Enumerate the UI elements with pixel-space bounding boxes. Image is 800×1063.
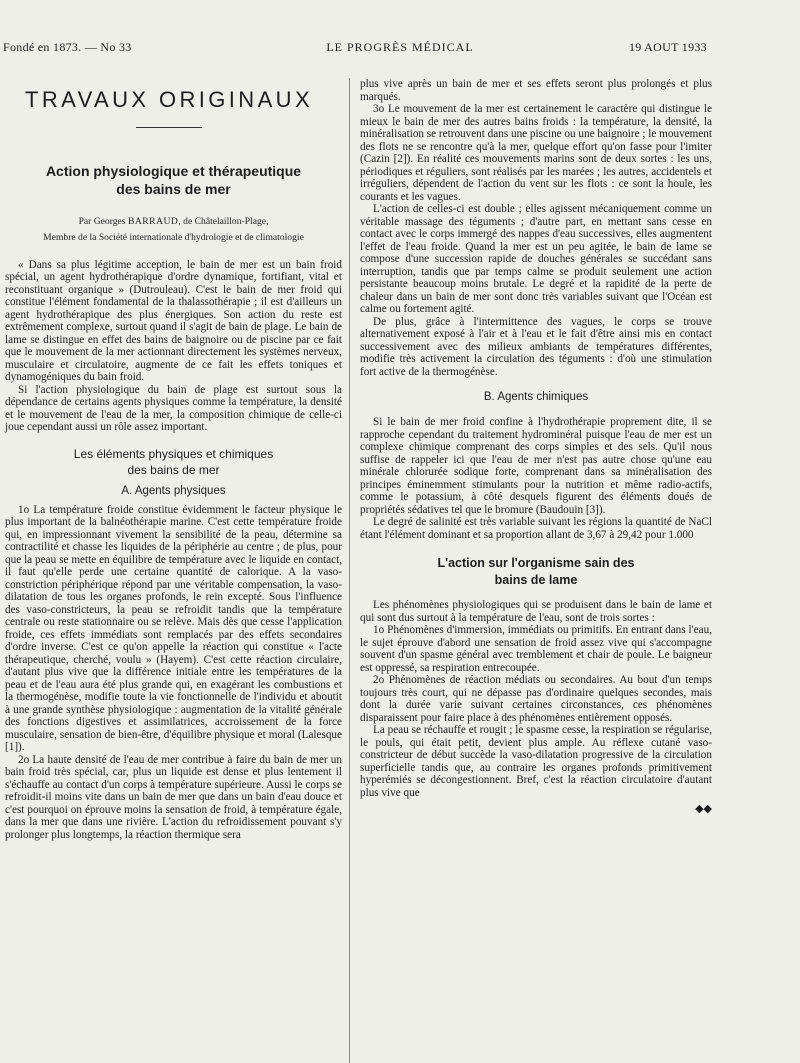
subsection-heading-line-1: Les éléments physiques et chimiques — [73, 446, 274, 461]
subsection-heading-line-2: bains de lame — [494, 573, 578, 587]
author-name: BARRAUD — [127, 215, 179, 227]
paragraph: Si le bain de mer froid confine à l'hydrothérapie proprement dite, il se rapproche cependant du traitement hydrominéral puisque l'eau de mer est un complexe chimique comprenant des corps simples et des sels. Qu'il nous suffise de rappeler ici que l'eau de mer n'est pas autre chose qu'une eau minérale chlorurée sodique forte, comprenant dans sa minéralisation des principes éminemment stimulants pour la nutrition et même radio-actifs, comme le potassium, à côté desquels figurent des éléments doués de propriétés sédatives tel que le bromure (Baudouin [3]). — [360, 416, 712, 516]
right-column — [360, 78, 712, 815]
paragraph: 2o La haute densité de l'eau de mer contribue à faire du bain de mer un bain froid très spécial, car, plus un liquide est dense et plus lentement il s'échauffe au contact d'un corps à température supérieure. Aussi le corps se refroidit-il moins vite dans un bain de mer que dans un bain d'eau douce et c'est pourquoi on éprouve moins la sensation de froid, à température égale, dans la mer que dans une rivière. L'action du refroidissement pouvant s'y prolonger plus longtemps, la réaction thermique sera — [5, 753, 342, 841]
paragraph: 2o Phénomènes de réaction médiats ou secondaires. Au bout d'un temps toujours très court, qui ne dépasse pas d'ordinaire quelques secondes, mais dont la durée varie suivant certaines circonstances, ces phénomènes disparaissent pour faire place à des phénomènes entièrement opposés. — [360, 674, 712, 724]
issue-date: 19 AOUT 1933 — [628, 40, 707, 54]
paragraph: plus vive après un bain de mer et ses effets seront plus prolongés et plus marqués. — [360, 78, 712, 103]
subsection-heading — [360, 555, 712, 589]
column-divider — [349, 78, 350, 1063]
end-ornament: ◆◆ — [695, 802, 712, 815]
byline — [5, 215, 342, 228]
running-header — [0, 40, 800, 58]
left-column — [5, 78, 342, 841]
paragraph: Les phénomènes physiologiques qui se produisent dans le bain de lame et qui sont dus surtout à la température de l'eau, sont de trois sortes : — [360, 599, 712, 624]
paragraph: « Dans sa plus légitime acception, le bain de mer est un bain froid spécial, un agent hydrothérapique d'ordre dynamique, fortifiant, vital et reconstituant organique » (Dutrouleau). C'est le bain de mer froid qui constitue l'élément fondamental de la thalassothérapie ; il est d'ailleurs un agent hydrothérapique des plus énergiques. Son action du reste est extrêmement complexe, surtout quand il s'agit de bain de plage. Le bain de lame se distingue en effet des bains de baignoire ou de piscine par ce fait que le mouvement de la mer actionnant directement les systèmes nerveux, musculaire et circulatoire, augmente de ce fait les effets toniques et dynamogéniques du bain froid. — [5, 258, 342, 383]
heading-physical-agents: A. Agents physiques — [121, 484, 226, 497]
article-title-line-2: des bains de mer — [116, 180, 231, 197]
paragraph: 1o La température froide constitue évidemment le facteur physique le plus important de la balnéothérapie marine. C'est cette température froide qui, en impressionnant vivement la sensibilité de la peau, détermine sa contractilité et chasse les liquides de la périphérie au centre ; de plus, pour que la peau se mette en équilibre de température avec le liquide en contact, il faut qu'elle perde une certaine quantité de calorique. A la vaso-constriction périphérique répond par une véritable compensation, la vaso-dilatation de tous les organes profonds, le rein excepté. Sous l'influence des vaso-constricteurs, la peau se refroidit tandis que la température centrale ou reste stationnaire ou se relève. Mais dès que cesse l'application froide, ces effets immédiats sont remplacés par des effets secondaires d'ordre inverse. C'est ce qu'on appelle la réaction qui constitue « l'acte thérapeutique, cherché, voulu » (Hayem). C'est cette réaction circulaire, d'autant plus vive que la différence initiale entre les températures de la peau et de l'eau aura été plus grande qui, en exagérant les combustions et la thermogénèse, modifie toute la vie fonctionnelle de l'individu et aboutit à une grande synthèse physiologique : augmentation de la vitalité générale des fonctions digestives et assimilatrices, accroissement de la force musculaire, sensation de bien-être, d'équilibre physique et moral (Lalesque [1]). — [5, 503, 342, 753]
subsection-heading-line-2: des bains de mer — [127, 462, 220, 477]
paragraph: 3o Le mouvement de la mer est certainement le caractère qui distingue le mieux le bain de mer des autres bains froids : la température, la densité, la minéralisation se retrouvent dans une piscine ou une baignoire ; le mouvement des flots ne se rencontre qu'à la mer, quelque effort qu'on fasse pour l'imiter (Cazin [2]). En réalité ces mouvements marins sont de deux sortes : les uns, périodiques et réguliers, sont réalisés par les marées ; les autres, accidentels et irréguliers, dépendent de l'action du vent sur les flots : ce sont la houle, les courants et les vagues. — [360, 103, 712, 203]
subsection-heading — [5, 446, 342, 478]
paragraph: Le degré de salinité est très variable suivant les régions la quantité de NaCl étant l'élément dominant et sa proportion allant de 3,67 à 29,42 pour 1.000 — [360, 516, 712, 541]
author-affiliation: Membre de la Société internationale d'hydrologie et de climatologie — [43, 231, 304, 243]
paragraph: L'action de celles-ci est double ; elles agissent mécaniquement comme un véritable massage des téguments ; d'autre part, en mettant sans cesse en contact avec le corps immergé des nappes d'eau successives, elles augmentent l'effet de l'eau froide. Quand la mer est un peu agitée, le bain de lame se compose d'une succession rapide de douches générales se succédant sans interruption, tandis que par temps calme se produit seulement une action persistante beaucoup moins brutale. Le degré et la rapidité de la perte de chaleur dans un bain de mer sont donc très variables suivant que l'Océan est calme ou fortement agité. — [360, 203, 712, 315]
header-founded: Fondé en 1873. — No 33 — [3, 40, 132, 54]
paragraph: La peau se réchauffe et rougit ; le spasme cesse, la respiration se régularise, le pouls, qui était petit, devient plus ample. Au réflexe cutané vaso-constricteur de début succède la vaso-dilatation progressive de la circulation superficielle tandis que, au contraire les organes profonds primitivement hyperémiés se décongestionnent. Bref, c'est la réaction circulatoire d'autant plus vive que — [360, 724, 712, 799]
heading-chemical-agents: B. Agents chimiques — [483, 391, 589, 403]
title-rule — [136, 127, 202, 128]
paragraph: 1o Phénomènes d'immersion, immédiats ou primitifs. En entrant dans l'eau, le sujet éprouve d'abord une sensation de froid assez vive qui s'accompagne souvent d'un spasme général avec tremblement et chair de poule. Le baigneur est oppressé, sa respiration entrecoupée. — [360, 624, 712, 674]
section-title: TRAVAUX ORIGINAUX — [25, 87, 314, 112]
paragraph: Si l'action physiologique du bain de plage est surtout sous la dépendance de certains agents physiques comme la température, la densité et le mouvement de l'eau de la mer, la composition chimique de celle-ci joue cependant aussi un rôle assez important. — [5, 383, 342, 433]
article-title — [5, 162, 342, 198]
paragraph: De plus, grâce à l'intermittence des vagues, le corps se trouve alternativement exposé à l'air et à l'eau et le fait d'être ainsi mis en contact successivement avec des milieux ambiants de températures différentes, modifie très activement la circulation des téguments : d'où une stimulation fort active de la thermogénèse. — [360, 315, 712, 378]
subsection-heading-line-1: L'action sur l'organisme sain des — [437, 556, 635, 570]
journal-name: LE PROGRÈS MÉDICAL — [326, 40, 474, 54]
byline-location: , de Châtelaillon-Plage, — [178, 215, 269, 227]
byline-prefix: Par Georges — [78, 215, 126, 227]
article-title-line-1: Action physiologique et thérapeutique — [45, 162, 302, 179]
